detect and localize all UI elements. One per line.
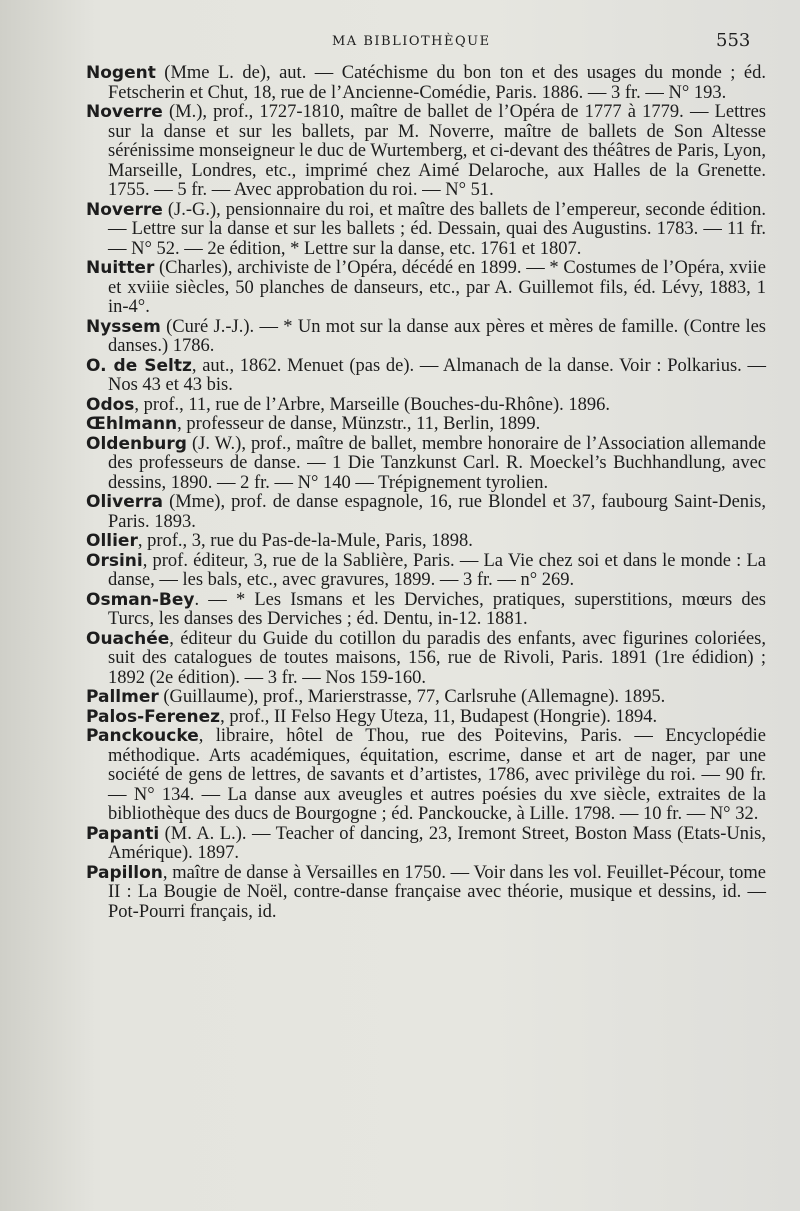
entry-text: (Curé J.-J.). — * Un mot sur la danse aux pères et mères de famille. (Contre les danses.) 1786. [108, 316, 766, 356]
entry-name: Noverre [86, 102, 163, 122]
entry-text: (Guillaume), prof., Marierstrasse, 77, Carlsruhe (Allemagne). 1895. [158, 687, 666, 707]
bibliography-entry [86, 825, 766, 864]
entry-name: Odos [86, 394, 135, 415]
entry-text: , prof., 11, rue de l’Arbre, Marseille (Bouches-du-Rhône). 1896. [134, 394, 610, 415]
bibliography-entry [86, 552, 766, 591]
entry-text: , prof., II Felso Hegy Uteza, 11, Budapest (Hongrie). 1894. [220, 706, 658, 727]
entry-name: Ouachée [86, 628, 170, 649]
entry-text: , maître de danse à Versailles en 1750. — Voir dans les vol. Feuillet-Pécour, tome II : La Bougie de Noël, contre-danse française avec théorie, musique et dessins, id. — Pot-Pourri français, id. [108, 862, 766, 922]
bibliography-entry [86, 708, 766, 728]
entry-text: , éditeur du Guide du cotillon du paradis des enfants, avec figurines coloriées, suit des catalogues de toutes maisons, 156, rue de Rivoli, Paris. 1891 (1re édidion) ; 1892 (2e édition). — 3 fr. — Nos 159-160. [108, 628, 766, 688]
bibliography-entry [86, 357, 766, 396]
entry-name: Panckoucke [86, 726, 199, 746]
bibliography-entry [86, 435, 766, 494]
entry-name: Nyssem [86, 316, 161, 337]
entry-name: Nuitter [86, 258, 155, 278]
entry-text: (Mme), prof. de danse espagnole, 16, rue Blondel et 37, faubourg Saint-Denis, Paris. 1893. [108, 492, 766, 532]
bibliography-entry [86, 64, 766, 103]
entry-text: , libraire, hôtel de Thou, rue des Poitevins, Paris. — Encyclopédie méthodique. Arts académiques, équitation, escrime, danse et art de nager, par une société de gens de lettres, de savants et d’artistes, 1786, avec privilège du roi. — 90 fr. — N° 134. — La danse aux aveugles et autres poésies du xve siècle, extraites de la bibliothèque des ducs de Bourgogne ; éd. Panckoucke, à Lille. 1798. — 10 fr. — N° 32. [108, 726, 766, 824]
bibliography-entry [86, 259, 766, 318]
entry-name: Oldenburg [86, 433, 187, 454]
entry-text: (M.), prof., 1727-1810, maître de ballet de l’Opéra de 1777 à 1779. — Lettres sur la danse et sur les ballets, par M. Noverre, maître de ballets de Son Altesse sérénissime monseigneur le duc de Wurtemberg, et ci-devant des théâtres de Paris, Lyon, Marseille, Londres, etc., imprimé chez Aimé Delaroche, aux Halles de la Grenette. 1755. — 5 fr. — Avec approbation du roi. — N° 51. [108, 102, 766, 200]
bibliography-entry [86, 318, 766, 357]
entry-name: Papanti [86, 823, 160, 844]
entry-text: (Mme L. de), aut. — Catéchisme du bon ton et des usages du monde ; éd. Fetscherin et Chut, 18, rue de l’Ancienne-Comédie, Paris. 1886. — 3 fr. — N° 193. [108, 63, 766, 103]
entry-name: Papillon [86, 862, 163, 883]
entry-name: Ollier [86, 531, 138, 551]
bibliography-entry [86, 396, 766, 416]
entry-name: Oliverra [86, 492, 163, 512]
entry-name: Nogent [86, 63, 156, 83]
bibliography-entry [86, 630, 766, 689]
bibliography-entry [86, 727, 766, 825]
entry-text: . — * Les Ismans et les Derviches, pratiques, superstitions, mœurs des Turcs, les danses des Derviches ; éd. Dentu, in-12. 1881. [108, 589, 766, 629]
entry-name: Noverre [86, 199, 163, 220]
entry-text: (Charles), archiviste de l’Opéra, décédé en 1899. — * Costumes de l’Opéra, xviie et xviiie siècles, 50 planches de danseurs, etc., par A. Guillemot fils, éd. Lévy, 1883, 1 in-4°. [108, 258, 766, 317]
entry-name: Pallmer [86, 687, 159, 707]
running-title: MA BIBLIOTHÈQUE [332, 34, 491, 49]
bibliography-entry [86, 493, 766, 532]
page-header [0, 30, 800, 56]
entry-text: (M. A. L.). — Teacher of dancing, 23, Iremont Street, Boston Mass (Etats-Unis, Amérique). 1897. [108, 823, 766, 863]
entry-name: Osman-Bey [86, 589, 195, 610]
bibliography-entry [86, 201, 766, 260]
bibliography-entry [86, 103, 766, 201]
bibliography-entry [86, 864, 766, 923]
entry-name: O. de Seltz [86, 355, 192, 376]
entry-text: (J.-G.), pensionnaire du roi, et maître des ballets de l’empereur, seconde édition. — Lettre sur la danse et sur les ballets ; éd. Dessain, quai des Augustins. 1783. — 11 fr. — N° 52. — 2e édition, * Lettre sur la danse, etc. 1761 et 1807. [108, 199, 766, 259]
bibliography-entry [86, 591, 766, 630]
entry-name: Palos-Ferenez [86, 706, 221, 727]
entry-text: , aut., 1862. Menuet (pas de). — Almanach de la danse. Voir : Polkarius. — Nos 43 et 43 bis. [108, 355, 766, 395]
entry-text: , professeur de danse, Münzstr., 11, Berlin, 1899. [177, 414, 541, 434]
entry-text: , prof. éditeur, 3, rue de la Sablière, Paris. — La Vie chez soi et dans le monde : La danse, — les bals, etc., avec gravures, 1899. — 3 fr. — n° 269. [108, 550, 766, 590]
bibliography-entry [86, 415, 766, 435]
entry-name: Œhlmann [86, 414, 178, 434]
bibliography-entry [86, 532, 766, 552]
entry-text: (J. W.), prof., maître de ballet, membre honoraire de l’Association allemande des professeurs de danse. — 1 Die Tanzkunst Carl. R. Moeckel’s Buchhandlung, avec dessins, 1890. — 2 fr. — N° 140 — Trépignement tyrolien. [108, 433, 766, 493]
page-number: 553 [716, 30, 751, 51]
bibliography-entries [86, 64, 766, 922]
entry-text: , prof., 3, rue du Pas-de-la-Mule, Paris, 1898. [137, 531, 473, 551]
bibliography-entry [86, 688, 766, 708]
entry-name: Orsini [86, 550, 143, 571]
